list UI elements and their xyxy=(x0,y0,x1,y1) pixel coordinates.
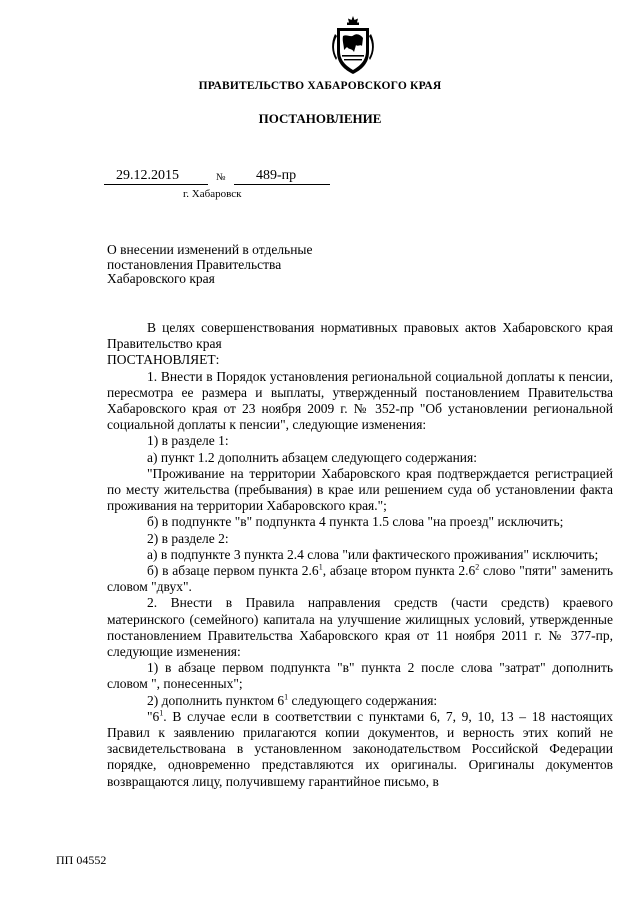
document-city: г. Хабаровск xyxy=(183,188,242,200)
paragraph: "Проживание на территории Хабаровского края подтверждается регистрацией по месту жительства (пребывания) в крае или решением суда об установлении факта проживания на территории Хабаровского края."; xyxy=(107,465,613,514)
paragraph xyxy=(107,709,613,790)
paragraph: 2. Внести в Правила направления средств (части средств) краевого материнского (семейного) капитала на улучшение жилищных условий, утвержденные постановлением Правительства Хабаровского края от 11 ноября 2011 г. № 377-пр, следующие изменения: xyxy=(107,595,613,660)
document-type-title: ПОСТАНОВЛЕНИЕ xyxy=(258,111,382,126)
paragraph: а) в подпункте 3 пункта 2.4 слова "или фактического проживания" исключить; xyxy=(147,546,599,562)
paragraph xyxy=(107,563,613,595)
date-underline xyxy=(104,184,208,185)
paragraph: а) пункт 1.2 дополнить абзацем следующего содержания: xyxy=(147,449,477,465)
text-run: "6 xyxy=(147,708,160,724)
paragraph: 1. Внести в Порядок установления региональной социальной доплаты к пенсии, пересмотра ее размера и выплаты, утвержденный постановлением Правительства Хабаровского края от 23 ноября 2009 г. № 352-пр "Об установлении региональной социальной доплаты к пенсии", следующие изменения: xyxy=(107,368,613,433)
text-run: . В случае если в соответствии с пунктами 6, 7, 9, 10, 13 – 18 настоящих Правил к заявлению прилагаются копии документов, и верность этих копий не засвидетельствована в установленном законодательством Российской Федерации порядке, одновременно представляются их оригиналы. Оригиналы документов возвращаются лицу, получившему гарантийное письмо, в xyxy=(107,708,613,789)
paragraph: 1) в абзаце первом подпункта "в" пункта 2 после слова "затрат" дополнить словом ", понесенных"; xyxy=(107,660,613,692)
superscript: 2 xyxy=(475,562,480,572)
government-name: ПРАВИТЕЛЬСТВО ХАБАРОВСКОГО КРАЯ xyxy=(198,80,442,92)
document-date: 29.12.2015 xyxy=(116,168,179,183)
paragraph: б) в подпункте "в" подпункта 4 пункта 1.5 слова "на проезд" исключить; xyxy=(147,514,564,530)
document-subject: О внесении изменений в отдельные постановления Правительства Хабаровского края xyxy=(107,242,313,286)
superscript: 1 xyxy=(318,562,323,572)
paragraph xyxy=(107,693,613,709)
footer-code: ПП 04552 xyxy=(56,853,107,867)
superscript: 1 xyxy=(284,692,289,702)
text-run: , абзаце втором пункта 2.6 xyxy=(322,563,476,579)
text-run: следующего содержания: xyxy=(288,692,438,708)
paragraph: 1) в разделе 1: xyxy=(147,433,229,449)
paragraph: В целях совершенствования нормативных правовых актов Хабаровского края Правительство края xyxy=(107,320,613,352)
coat-of-arms-icon xyxy=(327,14,379,76)
text-run: слово "пяти" заменить словом "двух". xyxy=(107,563,613,595)
number-sign: № xyxy=(216,172,226,183)
document-body xyxy=(107,320,613,790)
paragraph-resolves: ПОСТАНОВЛЯЕТ: xyxy=(107,352,220,368)
number-underline xyxy=(234,184,330,185)
paragraph: 2) в разделе 2: xyxy=(147,530,229,546)
text-run: 2) дополнить пунктом 6 xyxy=(147,692,285,708)
text-run: б) в абзаце первом пункта 2.6 xyxy=(147,563,319,579)
document-number: 489-пр xyxy=(256,168,297,183)
superscript: 1 xyxy=(159,708,164,718)
